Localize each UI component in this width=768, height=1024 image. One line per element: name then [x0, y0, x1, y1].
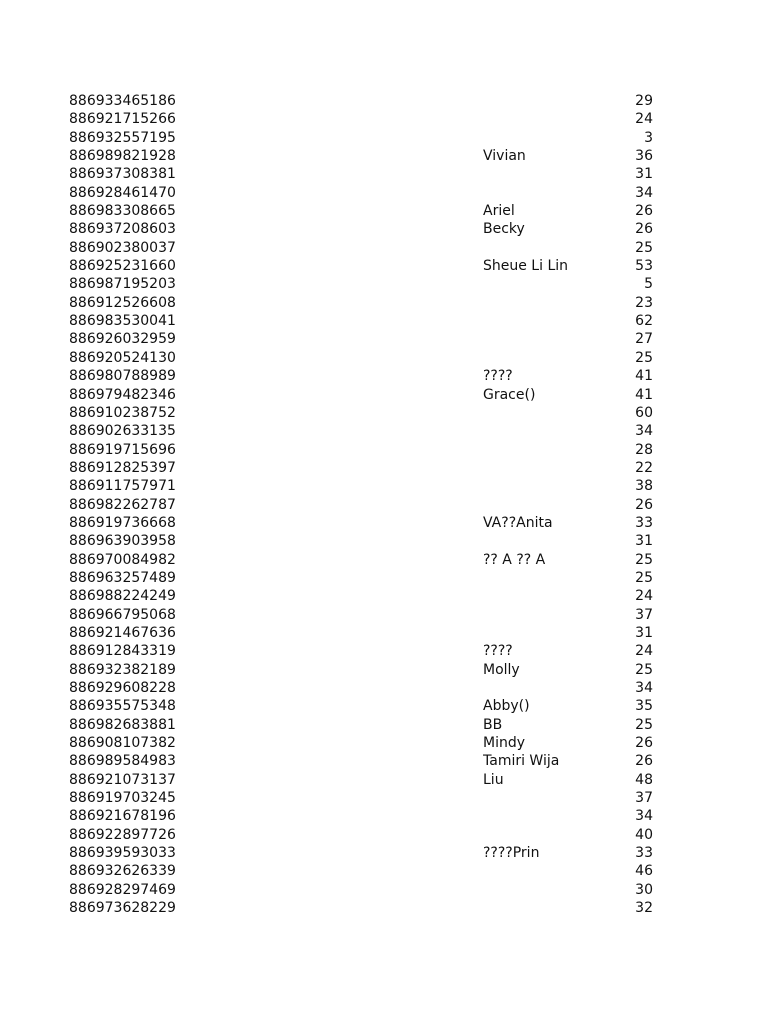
table-row — [0, 404, 768, 422]
table-row — [0, 514, 768, 532]
name-cell: Becky — [483, 221, 525, 238]
number-cell: 24 — [635, 111, 653, 128]
phone-cell: 886902380037 — [69, 239, 176, 256]
table-row — [0, 349, 768, 367]
name-cell: Sheue Li Lin — [483, 258, 569, 275]
number-cell: 24 — [635, 643, 653, 660]
table-row — [0, 294, 768, 312]
name-cell: Liu — [483, 771, 504, 788]
phone-cell: 886910238752 — [69, 404, 176, 421]
table-row — [0, 587, 768, 605]
number-cell: 26 — [635, 735, 653, 752]
table-row — [0, 624, 768, 642]
table-row — [0, 312, 768, 330]
number-cell: 25 — [635, 569, 653, 586]
table-row — [0, 844, 768, 862]
phone-cell: 886963903958 — [69, 533, 176, 550]
phone-cell: 886925231660 — [69, 258, 176, 275]
number-cell: 24 — [635, 588, 653, 605]
number-cell: 25 — [635, 551, 653, 568]
number-cell: 5 — [644, 276, 653, 293]
table-row — [0, 92, 768, 110]
table-row — [0, 771, 768, 789]
number-cell: 31 — [635, 533, 653, 550]
table-row — [0, 202, 768, 220]
number-cell: 37 — [635, 790, 653, 807]
phone-cell: 886939593033 — [69, 845, 176, 862]
phone-cell: 886973628229 — [69, 900, 176, 917]
table-row — [0, 147, 768, 165]
phone-cell: 886902633135 — [69, 423, 176, 440]
number-cell: 62 — [635, 313, 653, 330]
phone-cell: 886921467636 — [69, 624, 176, 641]
number-cell: 35 — [635, 698, 653, 715]
number-cell: 23 — [635, 294, 653, 311]
number-cell: 41 — [635, 368, 653, 385]
phone-cell: 886933465186 — [69, 93, 176, 109]
table-row — [0, 257, 768, 275]
phone-cell: 886982262787 — [69, 496, 176, 513]
phone-cell: 886912526608 — [69, 294, 176, 311]
name-cell: ???? — [483, 643, 513, 660]
phone-cell: 886919703245 — [69, 790, 176, 807]
phone-cell: 886921073137 — [69, 771, 176, 788]
number-cell: 32 — [635, 900, 653, 917]
phone-cell: 886980788989 — [69, 368, 176, 385]
table-row — [0, 569, 768, 587]
phone-cell: 886989584983 — [69, 753, 176, 770]
phone-cell: 886921678196 — [69, 808, 176, 825]
phone-cell: 886922897726 — [69, 826, 176, 843]
name-cell: Grace() — [483, 386, 536, 403]
phone-cell: 886908107382 — [69, 735, 176, 752]
phone-cell: 886988224249 — [69, 588, 176, 605]
table-row — [0, 422, 768, 440]
name-cell: Molly — [483, 661, 520, 678]
number-cell: 3 — [644, 129, 653, 146]
phone-cell: 886966795068 — [69, 606, 176, 623]
number-cell: 40 — [635, 826, 653, 843]
table-row — [0, 734, 768, 752]
phone-cell: 886912843319 — [69, 643, 176, 660]
number-cell: 53 — [635, 258, 653, 275]
table-row — [0, 367, 768, 385]
number-cell: 25 — [635, 716, 653, 733]
number-cell: 33 — [635, 514, 653, 531]
table-row — [0, 129, 768, 147]
phone-cell: 886911757971 — [69, 478, 176, 495]
table-row — [0, 477, 768, 495]
name-cell: Tamiri Wija — [483, 753, 560, 770]
number-cell: 60 — [635, 404, 653, 421]
name-cell: Vivian — [483, 148, 526, 165]
number-cell: 28 — [635, 441, 653, 458]
phone-cell: 886932626339 — [69, 863, 176, 880]
number-cell: 37 — [635, 606, 653, 623]
phone-cell: 886983530041 — [69, 313, 176, 330]
number-cell: 22 — [635, 459, 653, 476]
table-row — [0, 697, 768, 715]
table-row — [0, 881, 768, 899]
table-row — [0, 275, 768, 293]
table-row — [0, 239, 768, 257]
table-row — [0, 661, 768, 679]
number-cell: 48 — [635, 771, 653, 788]
name-cell: Abby() — [483, 698, 530, 715]
phone-cell: 886928461470 — [69, 184, 176, 201]
number-cell: 34 — [635, 680, 653, 696]
phone-cell: 886983308665 — [69, 203, 176, 220]
table-row — [0, 642, 768, 660]
phone-cell: 886926032959 — [69, 331, 176, 348]
number-cell: 31 — [635, 624, 653, 641]
phone-cell: 886919715696 — [69, 441, 176, 458]
table-row — [0, 551, 768, 569]
table-row — [0, 826, 768, 844]
number-cell: 38 — [635, 478, 653, 495]
table-row — [0, 716, 768, 734]
number-cell: 34 — [635, 184, 653, 201]
number-cell: 26 — [635, 203, 653, 220]
number-cell: 26 — [635, 496, 653, 513]
table-row — [0, 386, 768, 404]
phone-cell: 886982683881 — [69, 716, 176, 733]
number-cell: 30 — [635, 881, 653, 898]
table-row — [0, 165, 768, 183]
table-row — [0, 679, 768, 697]
number-cell: 31 — [635, 166, 653, 183]
table-row — [0, 862, 768, 880]
table-row — [0, 220, 768, 238]
table-row — [0, 807, 768, 825]
phone-cell: 886929608228 — [69, 680, 176, 696]
name-cell: Ariel — [483, 203, 515, 220]
number-cell: 29 — [635, 93, 653, 109]
number-cell: 26 — [635, 753, 653, 770]
name-cell: VA??Anita — [483, 514, 553, 531]
table-row — [0, 496, 768, 514]
table-row — [0, 184, 768, 202]
phone-cell: 886919736668 — [69, 514, 176, 531]
table-row — [0, 532, 768, 550]
phone-cell: 886932382189 — [69, 661, 176, 678]
name-cell: BB — [483, 716, 503, 733]
number-cell: 25 — [635, 239, 653, 256]
phone-cell: 886989821928 — [69, 148, 176, 165]
phone-cell: 886987195203 — [69, 276, 176, 293]
number-cell: 27 — [635, 331, 653, 348]
number-cell: 46 — [635, 863, 653, 880]
phone-cell: 886935575348 — [69, 698, 176, 715]
table-row — [0, 441, 768, 459]
spreadsheet-table — [0, 92, 768, 917]
number-cell: 26 — [635, 221, 653, 238]
name-cell: ???? — [483, 368, 513, 385]
phone-cell: 886979482346 — [69, 386, 176, 403]
phone-cell: 886937208603 — [69, 221, 176, 238]
phone-cell: 886937308381 — [69, 166, 176, 183]
number-cell: 41 — [635, 386, 653, 403]
phone-cell: 886932557195 — [69, 129, 176, 146]
number-cell: 34 — [635, 808, 653, 825]
phone-cell: 886970084982 — [69, 551, 176, 568]
phone-cell: 886921715266 — [69, 111, 176, 128]
name-cell: ????Prin — [483, 845, 540, 862]
number-cell: 25 — [635, 661, 653, 678]
table-row — [0, 899, 768, 917]
phone-cell: 886928297469 — [69, 881, 176, 898]
table-row — [0, 789, 768, 807]
name-cell: ?? A ?? A — [483, 551, 546, 568]
number-cell: 34 — [635, 423, 653, 440]
table-row — [0, 606, 768, 624]
phone-cell: 886963257489 — [69, 569, 176, 586]
phone-cell: 886912825397 — [69, 459, 176, 476]
table-row — [0, 330, 768, 348]
table-row — [0, 110, 768, 128]
phone-cell: 886920524130 — [69, 349, 176, 366]
number-cell: 25 — [635, 349, 653, 366]
number-cell: 33 — [635, 845, 653, 862]
table-row — [0, 752, 768, 770]
name-cell: Mindy — [483, 735, 526, 752]
number-cell: 36 — [635, 148, 653, 165]
table-row — [0, 459, 768, 477]
